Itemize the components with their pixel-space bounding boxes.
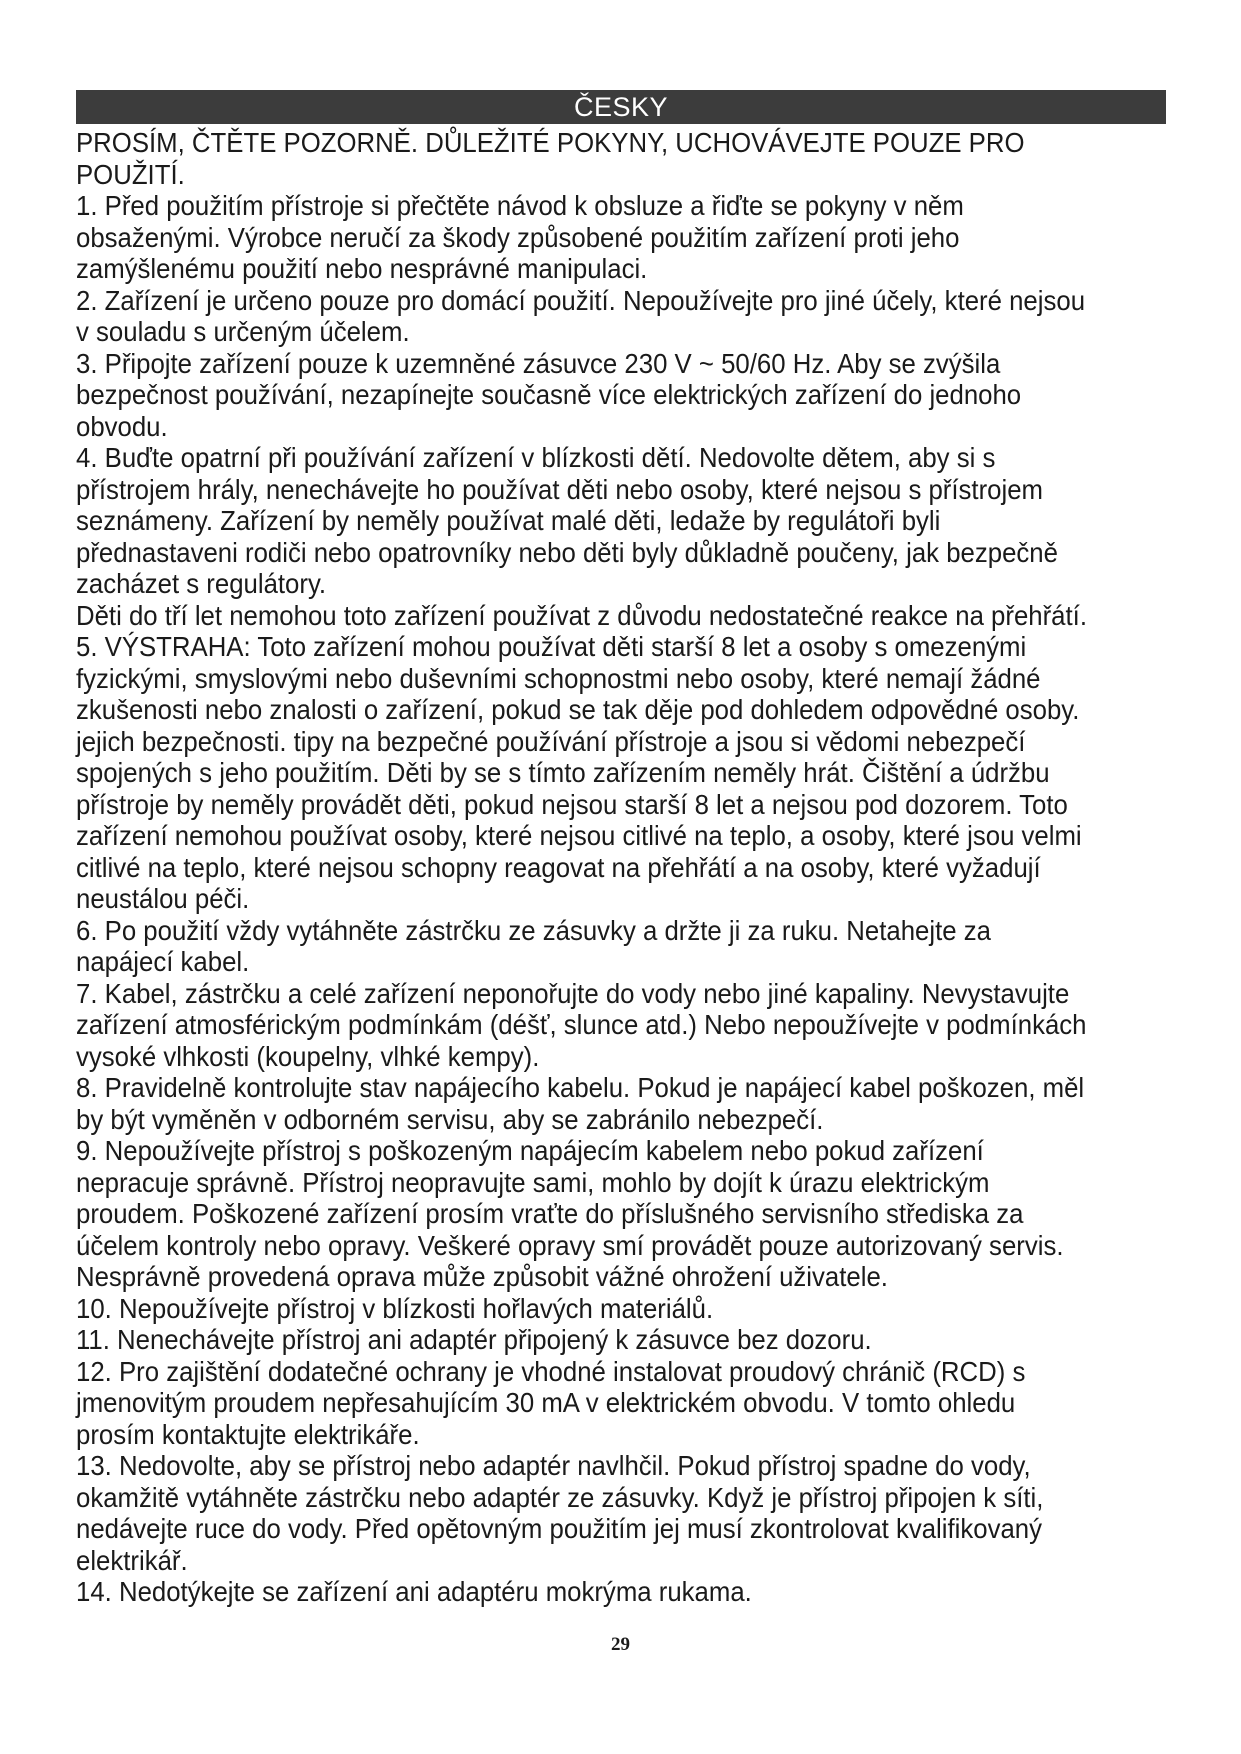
instruction-paragraph-7: 7. Kabel, zástrčku a celé zařízení neponořujte do vody nebo jiné kapaliny. Nevystavujte zařízení atmosférickým podmínkám (déšť, slunce atd.) Nebo nepoužívejte v podmínkách vysoké vlhkosti (koupelny, vlhké kempy). [76,977,1087,1072]
instruction-paragraph-3: 3. Připojte zařízení pouze k uzemněné zásuvce 230 V ~ 50/60 Hz. Aby se zvýšila bezpečnost používání, nezapínejte současně více elektrických zařízení do jednoho obvodu. [76,347,1022,442]
instruction-paragraph-1: 1. Před použitím přístroje si přečtěte návod k obsluze a řiďte se pokyny v něm obsaženými. Výrobce neručí za škody způsobené použitím zařízení proti jeho zamýšlenému použití nebo nesprávné manipulaci. [76,190,964,284]
instruction-paragraph-children-note: Děti do tří let nemohou toto zařízení používat z důvodu nedostatečné reakce na přehřátí. [76,599,1087,631]
instruction-paragraph-8: 8. Pravidelně kontrolujte stav napájecího kabelu. Pokud je napájecí kabel poškozen, měl by být vyměněn v odborném servisu, aby se zabránilo nebezpečí. [76,1072,1085,1135]
safety-title: PROSÍM, ČTĚTE POZORNĚ. DŮLEŽITÉ POKYNY, UCHOVÁVEJTE POUZE PRO POUŽITÍ. [76,127,1025,190]
instruction-paragraph-10: 10. Nepoužívejte přístroj v blízkosti hořlavých materiálů. [76,1292,714,1324]
language-header-bar: ČESKY [76,90,1166,124]
instruction-paragraph-9: 9. Nepoužívejte přístroj s poškozeným napájecím kabelem nebo pokud zařízení nepracuje správně. Přístroj neopravujte sami, mohlo by dojít k úrazu elektrickým proudem. Poškozené zařízení prosím vraťte do příslušného servisního střediska za účelem kontroly nebo opravy. Veškeré opravy smí provádět pouze autorizovaný servis. Nesprávně provedená oprava může způsobit vážné ohrožení uživatele. [76,1135,1064,1292]
instructions-body [76,127,1088,1608]
instruction-paragraph-11: 11. Nenechávejte přístroj ani adaptér připojený k zásuvce bez dozoru. [76,1324,872,1355]
instruction-paragraph-12: 12. Pro zajištění dodatečné ochrany je vhodné instalovat proudový chránič (RCD) s jmenovitým proudem nepřesahujícím 30 mA v elektrickém obvodu. V tomto ohledu prosím kontaktujte elektrikáře. [76,1355,1026,1450]
page-number: 29 [611,1634,630,1655]
instruction-paragraph-4: 4. Buďte opatrní při používání zařízení v blízkosti dětí. Nedovolte dětem, aby si s přístrojem hrály, nenechávejte ho používat děti nebo osoby, které nejsou s přístrojem seznámeny. Zařízení by neměly používat malé děti, ledaže by regulátoři byli přednastaveni rodiči nebo opatrovníky nebo děti byly důkladně poučeny, jak bezpečně zacházet s regulátory. [76,442,1058,599]
instruction-paragraph-14: 14. Nedotýkejte se zařízení ani adaptéru mokrýma rukama. [76,1576,752,1607]
instruction-paragraph-2: 2. Zařízení je určeno pouze pro domácí použití. Nepoužívejte pro jiné účely, které nejsou v souladu s určeným účelem. [76,284,1086,347]
instruction-paragraph-5: 5. VÝSTRAHA: Toto zařízení mohou používat děti starší 8 let a osoby s omezenými fyzickými, smyslovými nebo duševními schopnostmi nebo osoby, které nemají žádné zkušenosti nebo znalosti o zařízení, pokud se tak děje pod dohledem odpovědné osoby. jejich bezpečnosti. tipy na bezpečné používání přístroje a jsou si vědomi nebezpečí spojených s jeho použitím. Děti by se s tímto zařízením neměly hrát. Čištění a údržbu přístroje by neměly provádět děti, pokud nejsou starší 8 let a nejsou pod dozorem. Toto zařízení nemohou používat osoby, které nejsou citlivé na teplo, a osoby, které jsou velmi citlivé na teplo, které nejsou schopny reagovat na přehřátí a na osoby, které vyžadují neustálou péči. [76,631,1082,914]
instruction-paragraph-6: 6. Po použití vždy vytáhněte zástrčku ze zásuvky a držte ji za ruku. Netahejte za napájecí kabel. [76,914,991,977]
instruction-paragraph-13: 13. Nedovolte, aby se přístroj nebo adaptér navlhčil. Pokud přístroj spadne do vody, okamžitě vytáhněte zástrčku nebo adaptér ze zásuvky. Když je přístroj připojen k síti, nedávejte ruce do vody. Před opětovným použitím jej musí zkontrolovat kvalifikovaný elektrikář. [76,1450,1044,1576]
